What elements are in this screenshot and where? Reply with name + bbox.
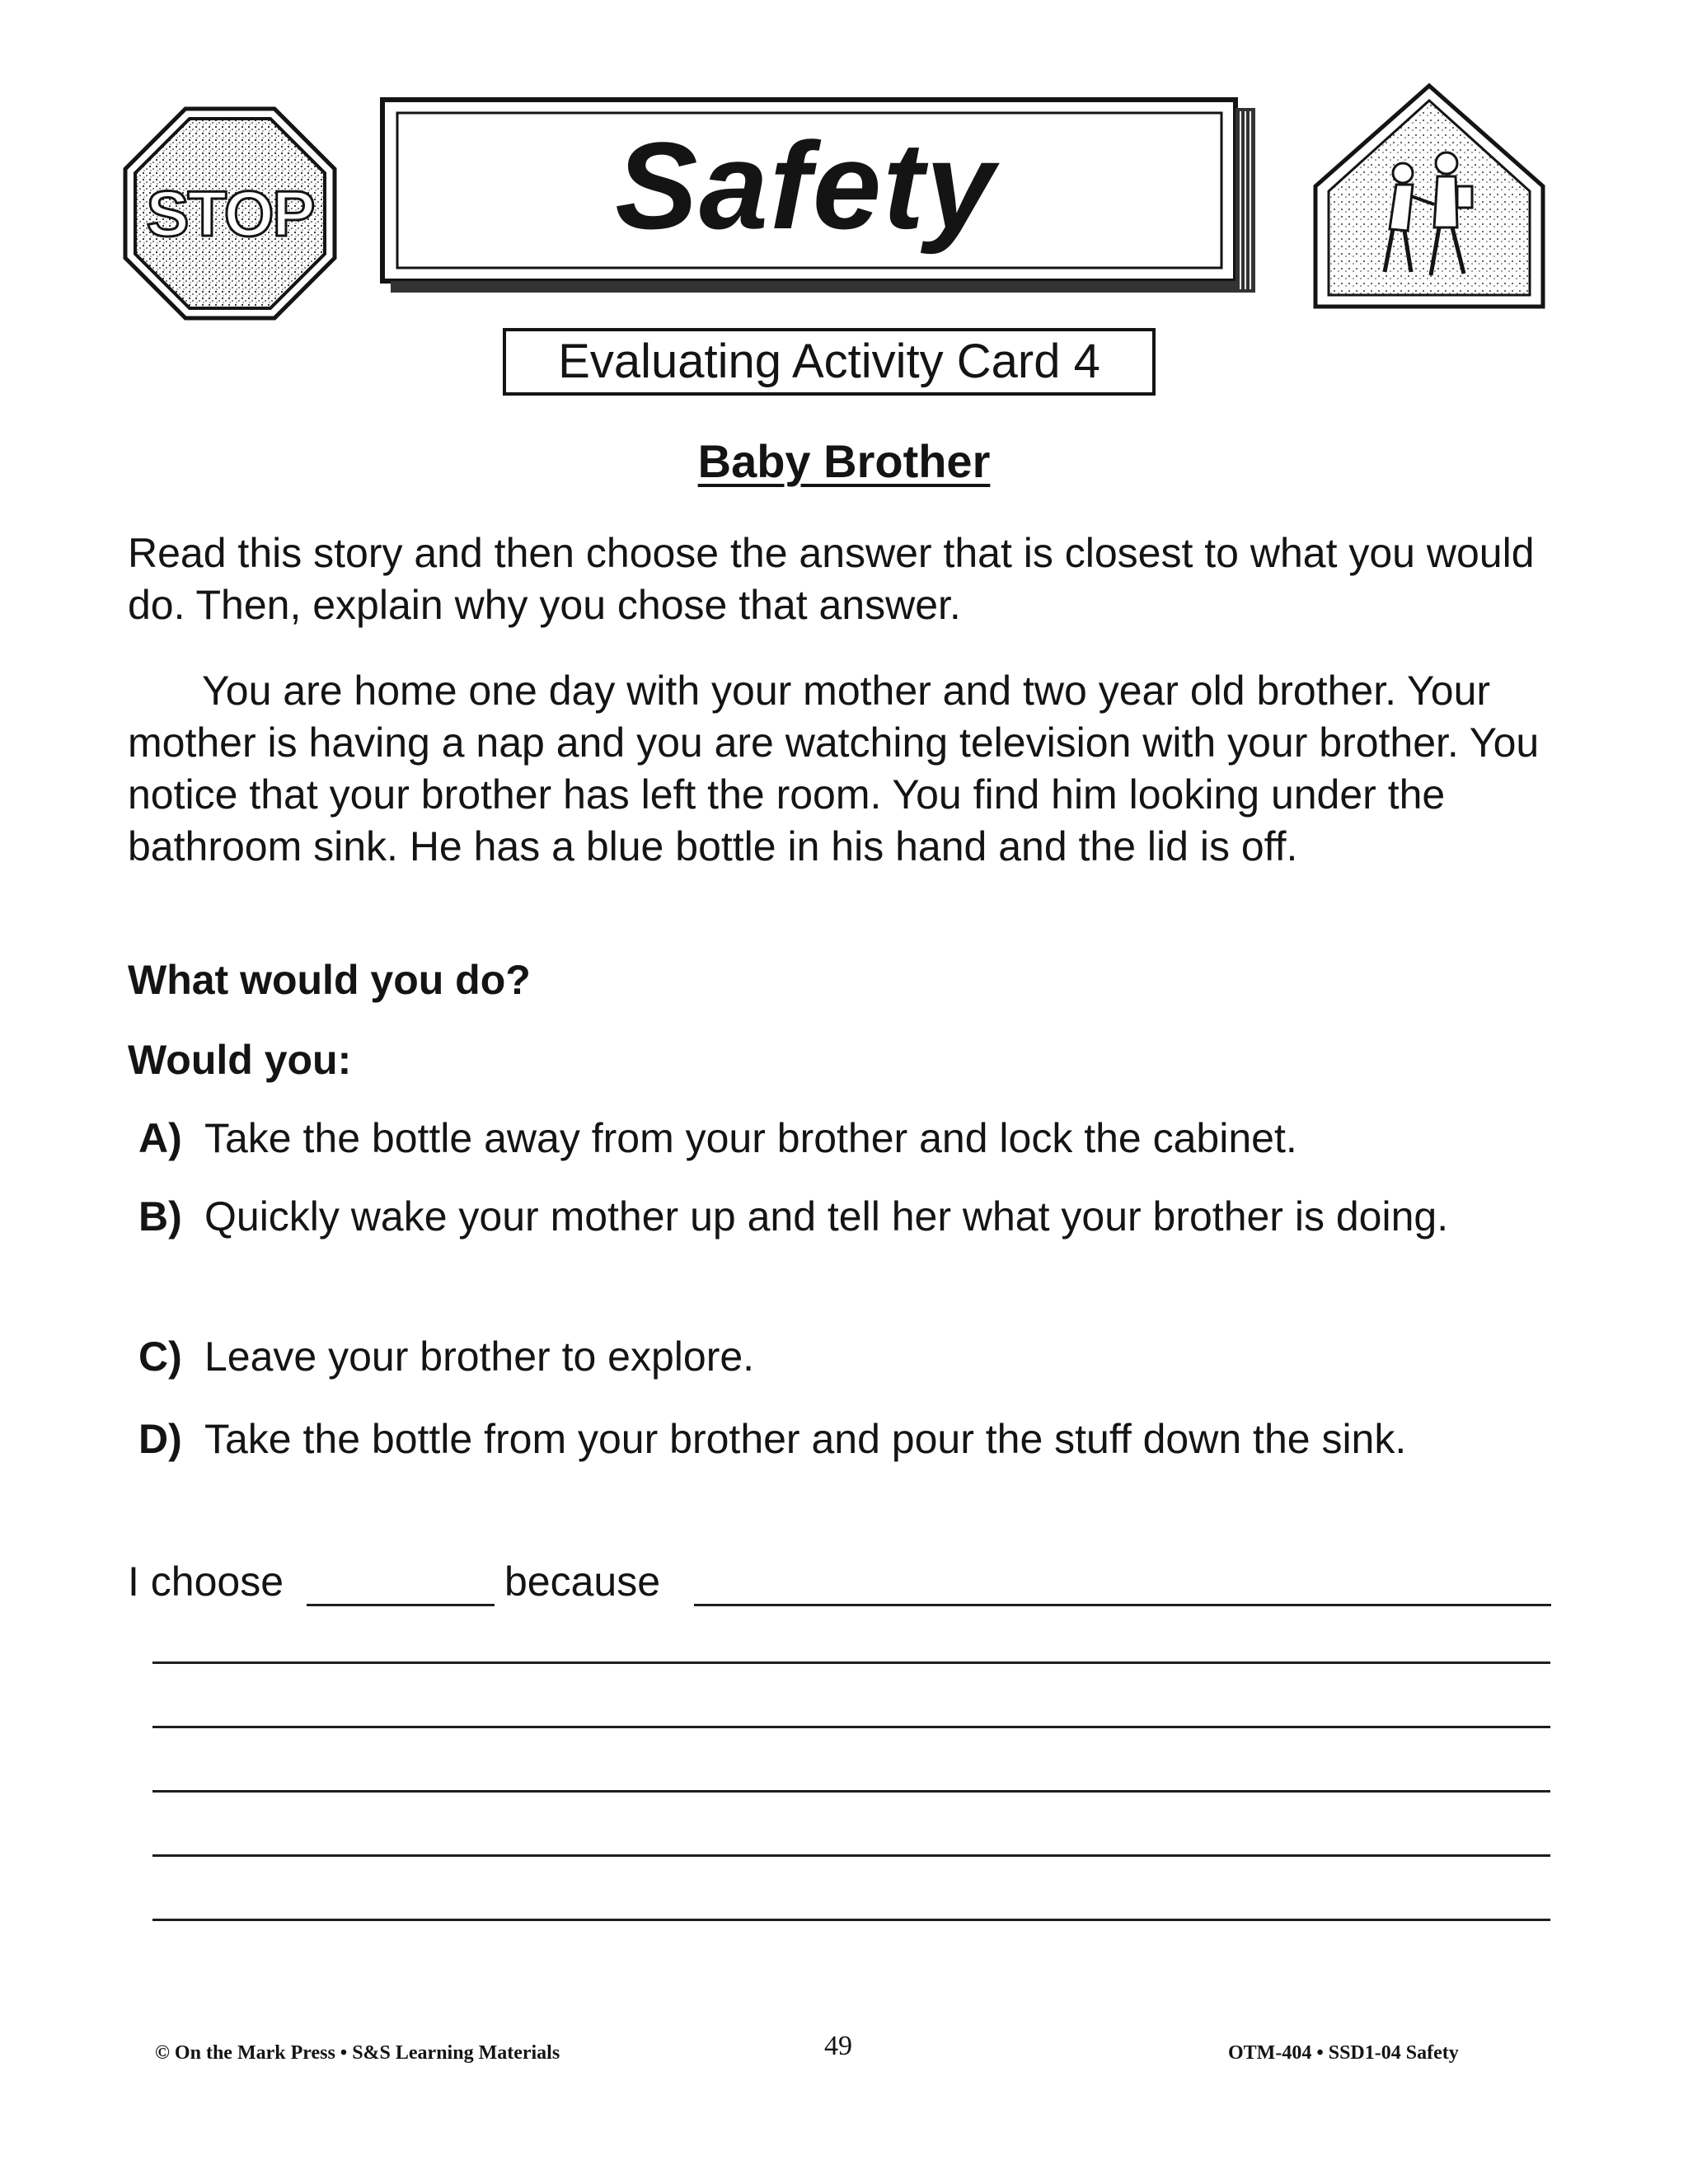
option-text: Leave your brother to explore. — [204, 1333, 755, 1380]
answer-line[interactable] — [152, 1919, 1550, 1921]
choice-answer-line[interactable] — [307, 1604, 495, 1606]
answer-line[interactable] — [152, 1726, 1550, 1728]
option-text: Take the bottle away from your brother and lock the cabinet. — [204, 1115, 1297, 1161]
stop-sign-icon — [122, 105, 338, 321]
answer-line[interactable] — [152, 1661, 1550, 1664]
option-d — [138, 1413, 1540, 1465]
option-text: Quickly wake your mother up and tell her what your brother is doing. — [204, 1193, 1449, 1240]
option-letter: B) — [138, 1193, 182, 1240]
question-heading: What would you do? — [128, 957, 531, 1003]
footer-product-code: OTM-404 • SSD1-04 Safety — [1228, 2042, 1459, 2064]
page-title: Safety — [615, 116, 996, 255]
option-b — [138, 1191, 1540, 1243]
footer-copyright: © On the Mark Press • S&S Learning Materials — [155, 2042, 560, 2064]
story-title — [0, 429, 1688, 494]
because-label: because — [504, 1558, 661, 1605]
option-letter: D) — [138, 1416, 182, 1462]
answer-line[interactable] — [152, 1790, 1550, 1793]
answer-line[interactable] — [152, 1854, 1550, 1857]
story-title-text: Baby Brother — [697, 435, 991, 487]
page-number: 49 — [824, 2031, 852, 2061]
activity-card-label: Evaluating Activity Card 4 — [503, 328, 1156, 396]
would-you-heading: Would you: — [128, 1037, 352, 1083]
option-letter: C) — [138, 1333, 182, 1380]
option-text: Take the bottle from your brother and pour the stuff down the sink. — [204, 1416, 1407, 1462]
choose-label: I choose — [128, 1558, 284, 1605]
option-letter: A) — [138, 1115, 182, 1161]
option-c — [138, 1331, 1540, 1383]
story-paragraph: You are home one day with your mother and two year old brother. Your mother is having a nap and you are watching television with your brother. You notice that your brother has left the room. You find him looking under the bathroom sink. He has a blue bottle in his hand and the lid is off. — [128, 668, 1540, 869]
svg-text:STOP: STOP — [146, 177, 314, 250]
school-crossing-sign-icon — [1311, 81, 1548, 312]
reason-answer-line[interactable] — [694, 1604, 1551, 1606]
instructions-paragraph: Read this story and then choose the answer that is closest to what you would do. Then, explain why you chose that answer. — [128, 530, 1535, 628]
option-a — [138, 1113, 1540, 1165]
